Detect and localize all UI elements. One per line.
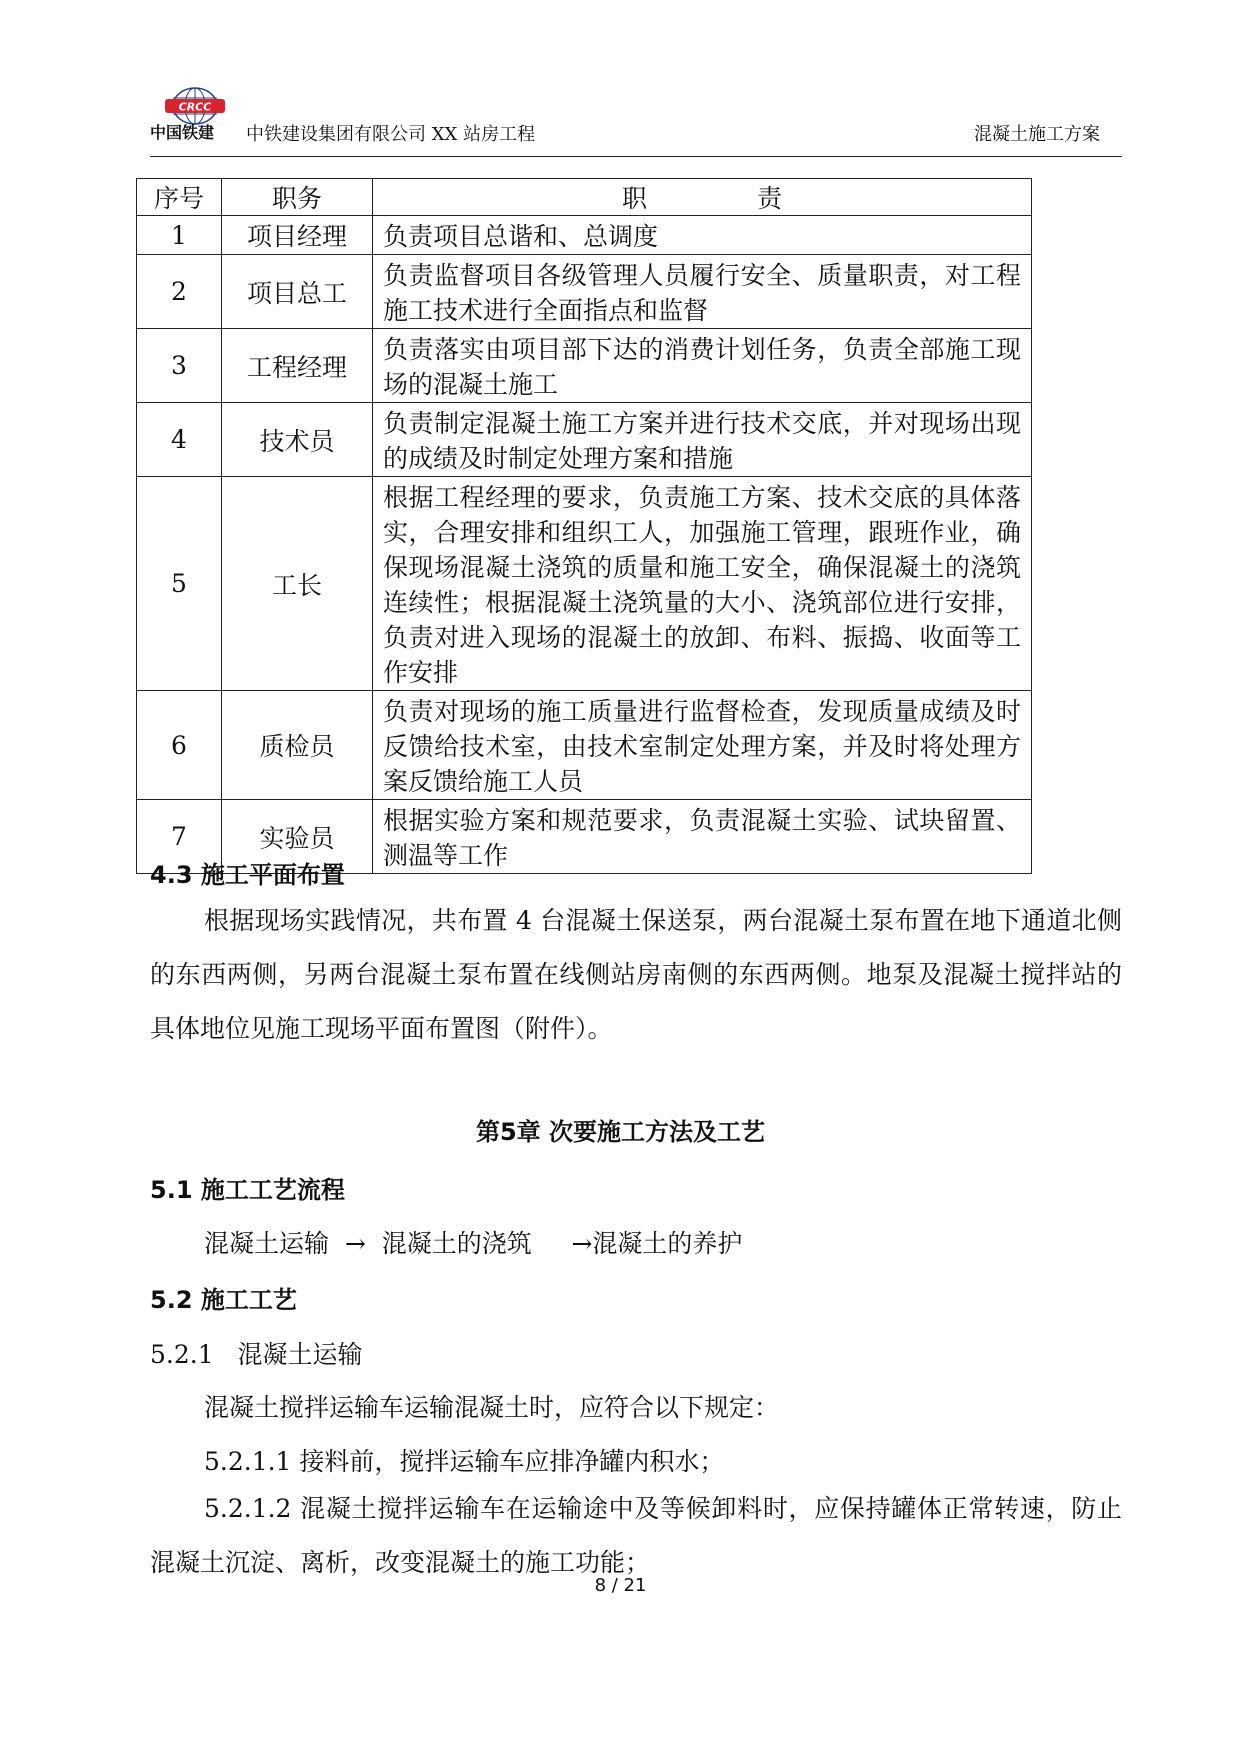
chapter-5-title: 第5章 次要施工方法及工艺 <box>475 1118 766 1146</box>
page-number: 8 / 21 <box>594 1575 647 1596</box>
table-row <box>137 216 1032 255</box>
section-4-3-paragraph: 根据现场实践情况，共布置 4 台混凝土保送泵，两台混凝土泵布置在地下通道北侧的东西两侧，另两台混凝土泵布置在线侧站房南侧的东西两侧。地泵及混凝土搅拌站的具体地位见施工现场平面布置图（附件）。 <box>150 906 1122 1043</box>
row-duty: 负责落实由项目部下达的消费计划任务，负责全部施工现场的混凝土施工 <box>373 329 1032 403</box>
document-title: 混凝土施工方案 <box>974 124 1100 145</box>
company-name: 中铁建设集团有限公司 XX 站房工程 <box>246 124 536 145</box>
row-role: 技术员 <box>222 403 373 477</box>
row-no: 4 <box>137 403 222 477</box>
row-duty: 负责监督项目各级管理人员履行安全、质量职责，对工程施工技术进行全面指点和监督 <box>373 255 1032 329</box>
row-no: 1 <box>137 216 222 255</box>
row-no: 3 <box>137 329 222 403</box>
row-duty: 负责制定混凝土施工方案并进行技术交底，并对现场出现的成绩及时制定处理方案和措施 <box>373 403 1032 477</box>
row-no: 2 <box>137 255 222 329</box>
logo-text: 中国铁建 <box>150 123 215 142</box>
row-duty: 负责项目总谐和、总调度 <box>373 216 1032 255</box>
row-no: 6 <box>137 691 222 800</box>
header-role: 职务 <box>222 179 373 216</box>
row-duty: 根据实验方案和规范要求，负责混凝土实验、试块留置、测温等工作 <box>373 800 1032 874</box>
table-row <box>137 403 1032 477</box>
table-row <box>137 477 1032 691</box>
row-no: 5 <box>137 477 222 691</box>
header-duty-char-2: 责 <box>757 184 783 213</box>
section-4-3-title: 4.3 施工平面布置 <box>150 861 345 889</box>
row-role: 工长 <box>222 477 373 691</box>
header-duty-char-1: 职 <box>621 184 647 213</box>
row-role: 质检员 <box>222 691 373 800</box>
table-header-row <box>137 179 1032 216</box>
row-role: 实验员 <box>222 800 373 874</box>
table-row <box>137 691 1032 800</box>
duty-table <box>136 178 1032 874</box>
row-no: 7 <box>137 800 222 874</box>
table-row <box>137 255 1032 329</box>
row-role: 项目总工 <box>222 255 373 329</box>
row-duty: 负责对现场的施工质量进行监督检查，发现质量成绩及时反馈给技术室，由技术室制定处理方案，并及时将处理方案反馈给施工人员 <box>373 691 1032 800</box>
header-divider <box>150 156 1122 157</box>
row-role: 工程经理 <box>222 329 373 403</box>
table-row <box>137 329 1032 403</box>
rule-item-2: 5.2.1.2 混凝土搅拌运输车在运输途中及等候卸料时，应保持罐体正常转速，防止混凝土沉淀、离析，改变混凝土的施工功能； <box>150 1494 1122 1577</box>
section-5-1-title: 5.1 施工工艺流程 <box>150 1176 345 1204</box>
page-header <box>150 78 1120 158</box>
row-role: 项目经理 <box>222 216 373 255</box>
rule-item-1: 5.2.1.1 接料前，搅拌运输车应排净罐内积水； <box>204 1447 725 1476</box>
row-duty: 根据工程经理的要求，负责施工方案、技术交底的具体落实，合理安排和组织工人，加强施工管理，跟班作业，确保现场混凝土浇筑的质量和施工安全，确保混凝土的浇筑连续性；根据混凝土浇筑量的大小、浇筑部位进行安排，负责对进入现场的混凝土的放卸、布料、振捣、收面等工作安排 <box>373 477 1032 691</box>
section-5-2-title: 5.2 施工工艺 <box>150 1286 297 1314</box>
header-no: 序号 <box>137 179 222 216</box>
svg-text:CRCC: CRCC <box>178 100 212 114</box>
process-flow: 混凝土运输 → 混凝土的浇筑 →混凝土的养护 <box>204 1229 743 1258</box>
transport-intro: 混凝土搅拌运输车运输混凝土时，应符合以下规定： <box>204 1393 780 1422</box>
header-duty <box>373 179 1032 216</box>
subsection-5-2-1: 5.2.1 混凝土运输 <box>150 1340 363 1369</box>
